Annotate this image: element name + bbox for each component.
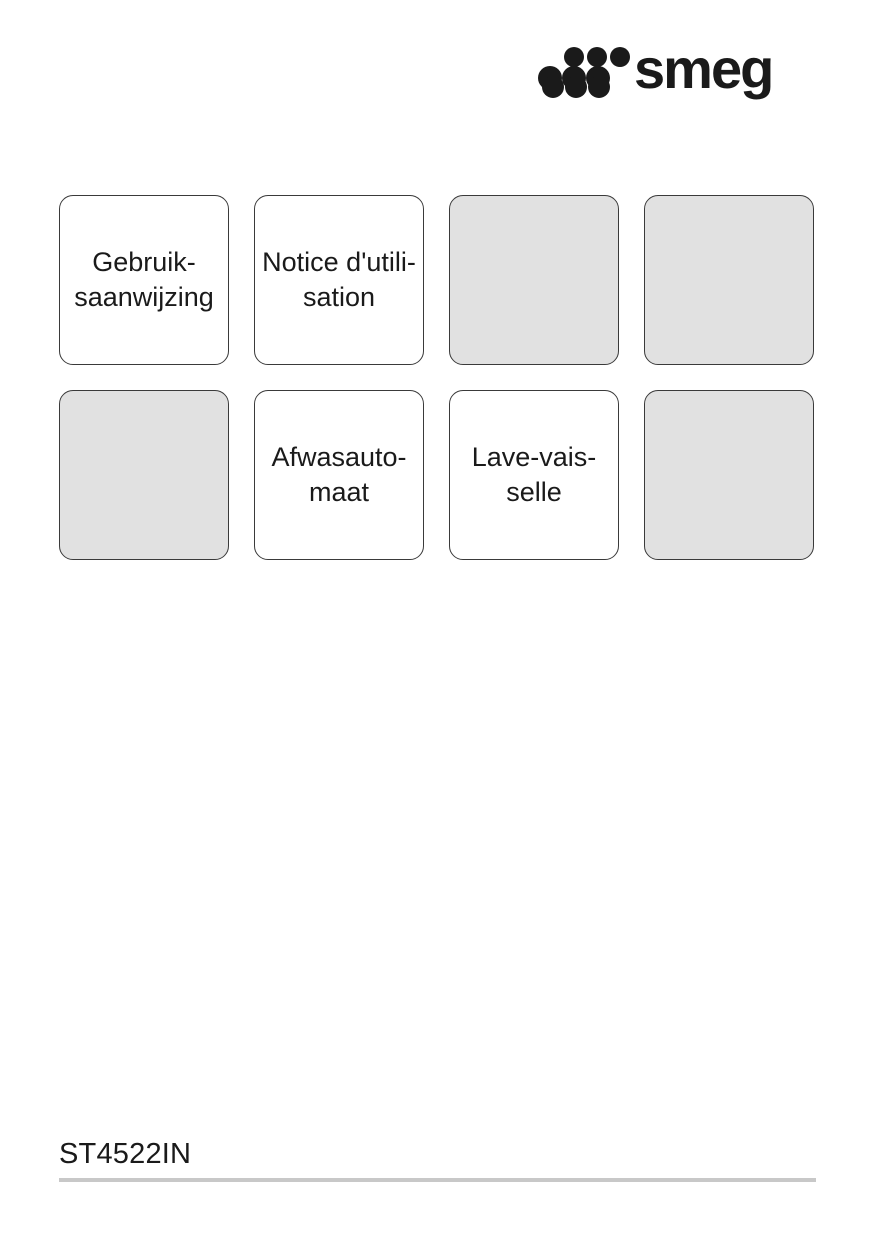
footer-divider xyxy=(59,1178,816,1182)
tile-line: maat xyxy=(308,477,369,507)
dot-grid-icon xyxy=(538,47,630,98)
tile-empty xyxy=(449,195,619,365)
tile-line: saanwijzing xyxy=(74,282,214,312)
tile-gebruiksaanwijzing xyxy=(59,195,229,365)
tile-empty xyxy=(59,390,229,560)
model-number: ST4522IN xyxy=(59,1138,192,1170)
smeg-logo xyxy=(536,40,818,102)
tile-line: Afwasauto- xyxy=(271,442,407,472)
tile-line: Gebruik- xyxy=(92,247,196,277)
brand-name: smeg xyxy=(634,40,773,100)
tile-afwasautomaat xyxy=(254,390,424,560)
tile-lave-vaisselle xyxy=(449,390,619,560)
smeg-logo-graphic xyxy=(536,40,818,102)
tile-line: selle xyxy=(506,477,562,507)
tile-empty xyxy=(644,390,814,560)
tile-notice-utilisation xyxy=(254,195,424,365)
tile-line: Notice d'utili- xyxy=(262,247,416,277)
tile-line: Lave-vais- xyxy=(471,442,597,472)
tile-line: sation xyxy=(302,282,376,312)
tile-empty xyxy=(644,195,814,365)
